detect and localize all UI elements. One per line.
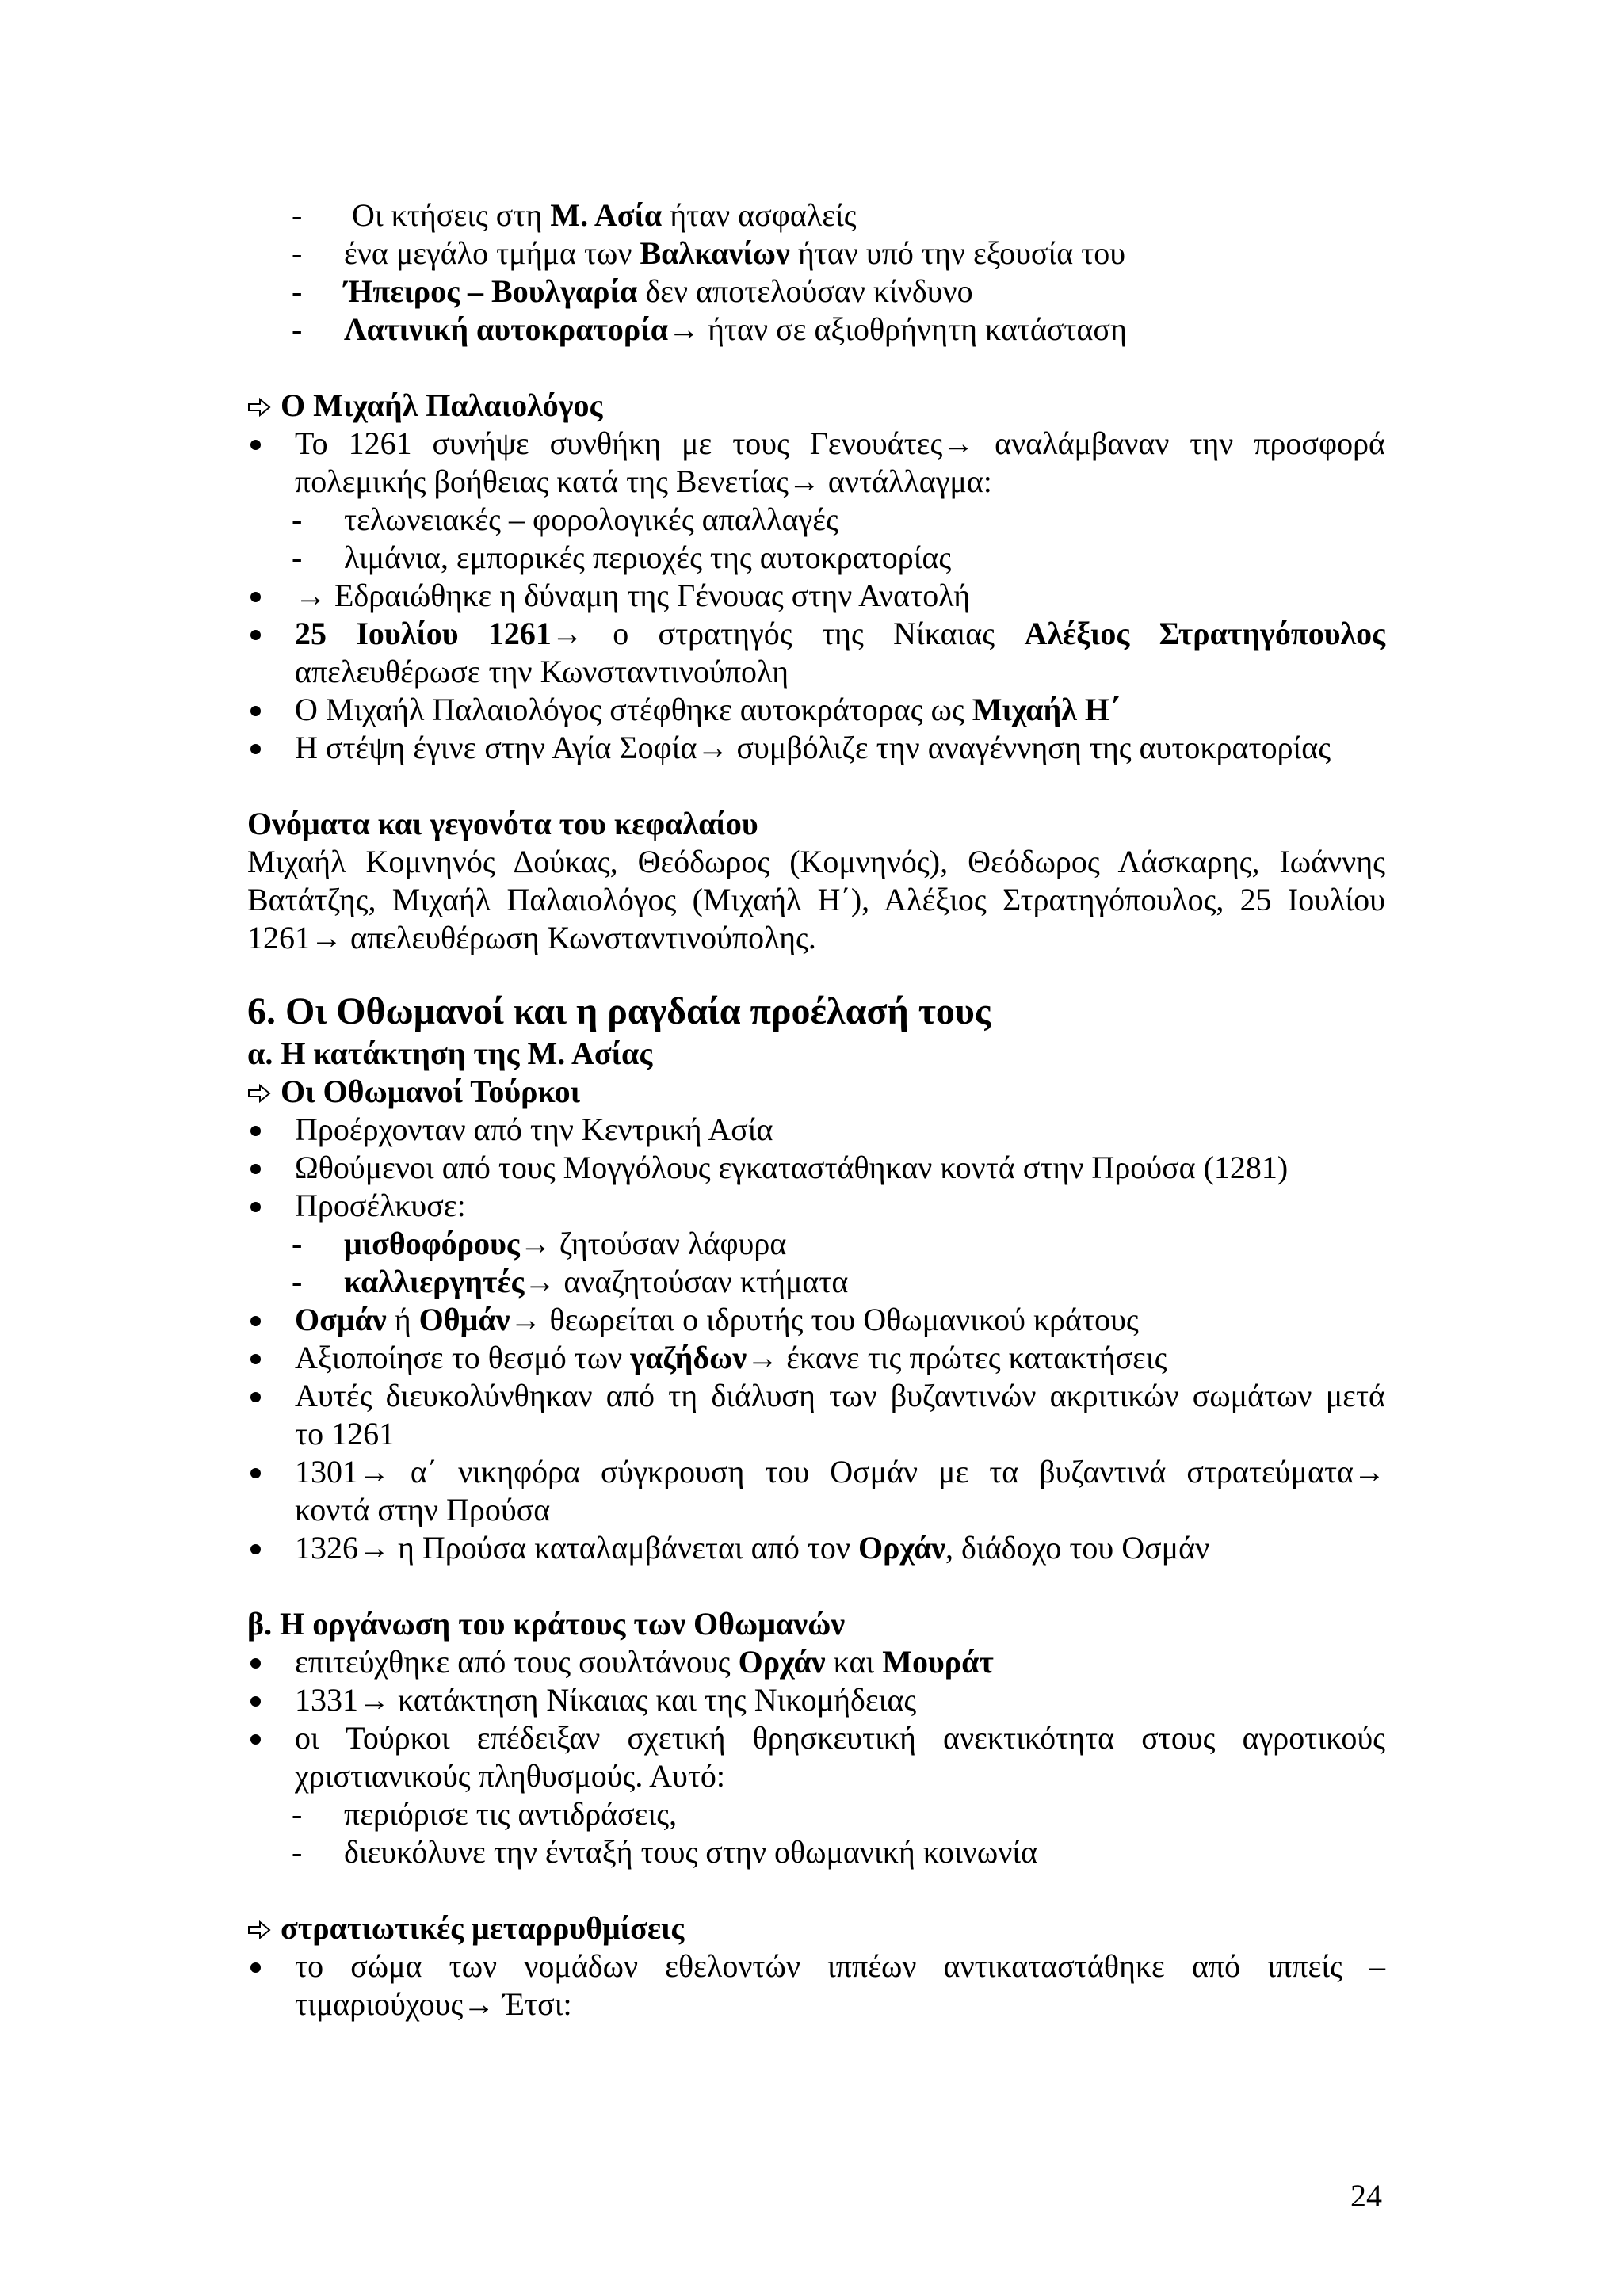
bullet-item: 1326→ η Προύσα καταλαμβάνεται από τον Ορχάν, διάδοχο του Οσμάν: [247, 1529, 1385, 1567]
bullet-dot: [250, 1696, 261, 1707]
bullet-item: Αξιοποίησε το θεσμό των γαζήδων→ έκανε τις πρώτες κατακτήσεις: [247, 1339, 1385, 1377]
bullet-dot: [250, 1126, 261, 1136]
bullet-item: Οσμάν ή Οθμάν→ θεωρείται ο ιδρυτής του Οθωμανικού κράτους: [247, 1301, 1385, 1339]
subsection-heading-b: β. Η οργάνωση του κράτους των Οθωμανών: [247, 1606, 846, 1642]
bullet-item: [247, 1719, 1385, 1795]
section-heading-turks: Οι Οθωμανοί Τούρκοι: [247, 1073, 1385, 1111]
dash-marker: -: [292, 1796, 303, 1832]
item-text: Οι κτήσεις στη Μ. Ασία ήταν ασφαλείς: [352, 197, 857, 233]
bullet-item: [247, 1947, 1385, 2023]
bullet-dot: [250, 1392, 261, 1402]
bullet-dot: [250, 630, 261, 640]
bullet-dot: [250, 1734, 261, 1745]
bullet-dot: [250, 1962, 261, 1973]
section-heading-military: στρατιωτικές μεταρρυθμίσεις: [247, 1909, 1385, 1947]
sub-list-item: - τελωνειακές – φορολογικές απαλλαγές: [292, 502, 838, 537]
item-text: Αυτές διευκολύνθηκαν από τη διάλυση των βυζαντινών ακριτικών σωμάτων μετά το 1261: [295, 1378, 1385, 1451]
section-heading-names: Ονόματα και γεγονότα του κεφαλαίου: [247, 806, 758, 841]
bullet-item: Προέρχονταν από την Κεντρική Ασία: [247, 1111, 1385, 1149]
item-text: το σώμα των νομάδων εθελοντών ιππέων αντικαταστάθηκε από ιππείς – τιμαριούχους→ Έτσι:: [295, 1948, 1385, 2022]
bullet-dot: [250, 1544, 261, 1554]
dash-marker: -: [292, 540, 303, 575]
outline-arrow-icon: [247, 397, 271, 418]
bullet-item: → Εδραιώθηκε η δύναμη της Γένουας στην Ανατολή: [247, 577, 1385, 615]
page-number: 24: [1350, 2178, 1382, 2214]
bullet-item: [247, 1377, 1385, 1453]
bullet-item: 1331→ κατάκτηση Νίκαιας και της Νικομήδειας: [247, 1681, 1385, 1719]
spacer: [247, 1871, 1385, 1909]
dash-marker: -: [292, 311, 303, 347]
bullet-dot: [250, 744, 261, 754]
dash-marker: -: [292, 1834, 303, 1870]
sub-list-item: - μισθοφόρους→ ζητούσαν λάφυρα: [292, 1226, 787, 1261]
bullet-dot: [250, 440, 261, 450]
bullet-dot: [250, 1316, 261, 1326]
bullet-dot: [250, 1354, 261, 1364]
bullet-item: Προσέλκυσε:: [247, 1187, 1385, 1225]
bullet-dot: [250, 1468, 261, 1478]
item-text: Το 1261 συνήψε συνθήκη με τους Γενουάτες→ αναλάμβαναν την προσφορά πολεμικής βοήθειας κατά της Βενετίας→ αντάλλαγμα:: [295, 425, 1385, 499]
bullet-item: [247, 425, 1385, 501]
bullet-item: επιτεύχθηκε από τους σουλτάνους Ορχάν και Μουράτ: [247, 1643, 1385, 1681]
spacer: [247, 1567, 1385, 1605]
chapter-title: 6. Οι Οθωμανοί και η ραγδαία προέλασή τους: [247, 990, 991, 1032]
item-text: 1301→ α΄ νικηφόρα σύγκρουση του Οσμάν με τα βυζαντινά στρατεύματα→ κοντά στην Προύσα: [295, 1454, 1385, 1527]
item-text: 25 Ιουλίου 1261→ ο στρατηγός της Νίκαιας Αλέξιος Στρατηγόπουλος απελευθέρωσε την Κωνσταντινούπολη: [295, 616, 1386, 689]
bullet-item: Η στέψη έγινε στην Αγία Σοφία→ συμβόλιζε την αναγέννηση της αυτοκρατορίας: [247, 729, 1385, 767]
bullet-item: Ο Μιχαήλ Παλαιολόγος στέφθηκε αυτοκράτορας ως Μιχαήλ Η΄: [247, 691, 1385, 729]
bullet-dot: [250, 1202, 261, 1212]
page-content: [247, 196, 1385, 2023]
item-text: Λατινική αυτοκρατορία→ ήταν σε αξιοθρήνητη κατάσταση: [344, 311, 1127, 347]
bullet-item: [247, 615, 1385, 691]
list-item: [247, 273, 1385, 311]
spacer: [247, 349, 1385, 387]
dash-marker: -: [292, 235, 303, 271]
list-item: [247, 235, 1385, 273]
bullet-dot: [250, 1164, 261, 1174]
sub-list-item: - διευκόλυνε την ένταξή τους στην οθωμανική κοινωνία: [292, 1834, 1038, 1870]
sub-list-item: - λιμάνια, εμπορικές περιοχές της αυτοκρατορίας: [292, 540, 952, 575]
bullet-dot: [250, 1658, 261, 1669]
spacer: [247, 767, 1385, 805]
sub-list-item: - καλλιεργητές→ αναζητούσαν κτήματα: [292, 1264, 849, 1299]
dash-marker: -: [292, 1226, 303, 1261]
subsection-heading-a: α. Η κατάκτηση της Μ. Ασίας: [247, 1035, 653, 1071]
bullet-dot: [250, 706, 261, 716]
list-item: [247, 311, 1385, 349]
section-heading-michael: Ο Μιχαήλ Παλαιολόγος: [247, 387, 1385, 425]
dash-marker: -: [292, 1264, 303, 1299]
item-text: οι Τούρκοι επέδειξαν σχετική θρησκευτική ανεκτικότητα στους αγροτικούς χριστιανικούς πληθυσμούς. Αυτό:: [295, 1720, 1385, 1794]
list-item: [247, 196, 1385, 235]
bullet-dot: [250, 592, 261, 602]
bullet-item: [247, 1453, 1385, 1529]
dash-marker: -: [292, 273, 303, 309]
item-text: Ήπειρος – Βουλγαρία δεν αποτελούσαν κίνδυνο: [344, 273, 973, 309]
outline-arrow-icon: [247, 1083, 271, 1104]
dash-marker: -: [292, 197, 303, 233]
sub-list-item: - περιόρισε τις αντιδράσεις,: [292, 1796, 678, 1832]
names-paragraph: Μιχαήλ Κομνηνός Δούκας, Θεόδωρος (Κομνηνός), Θεόδωρος Λάσκαρης, Ιωάννης Βατάτζης, Μιχαήλ Παλαιολόγος (Μιχαήλ Η΄), Αλέξιος Στρατηγόπουλος, 25 Ιουλίου 1261→ απελευθέρωση Κωνσταντινούπολης.: [247, 844, 1385, 955]
dash-marker: -: [292, 502, 303, 537]
bullet-item: Ωθούμενοι από τους Μογγόλους εγκαταστάθηκαν κοντά στην Προύσα (1281): [247, 1149, 1385, 1187]
spacer: [247, 957, 1385, 981]
outline-arrow-icon: [247, 1920, 271, 1940]
item-text: ένα μεγάλο τμήμα των Βαλκανίων ήταν υπό την εξουσία του: [344, 235, 1126, 271]
